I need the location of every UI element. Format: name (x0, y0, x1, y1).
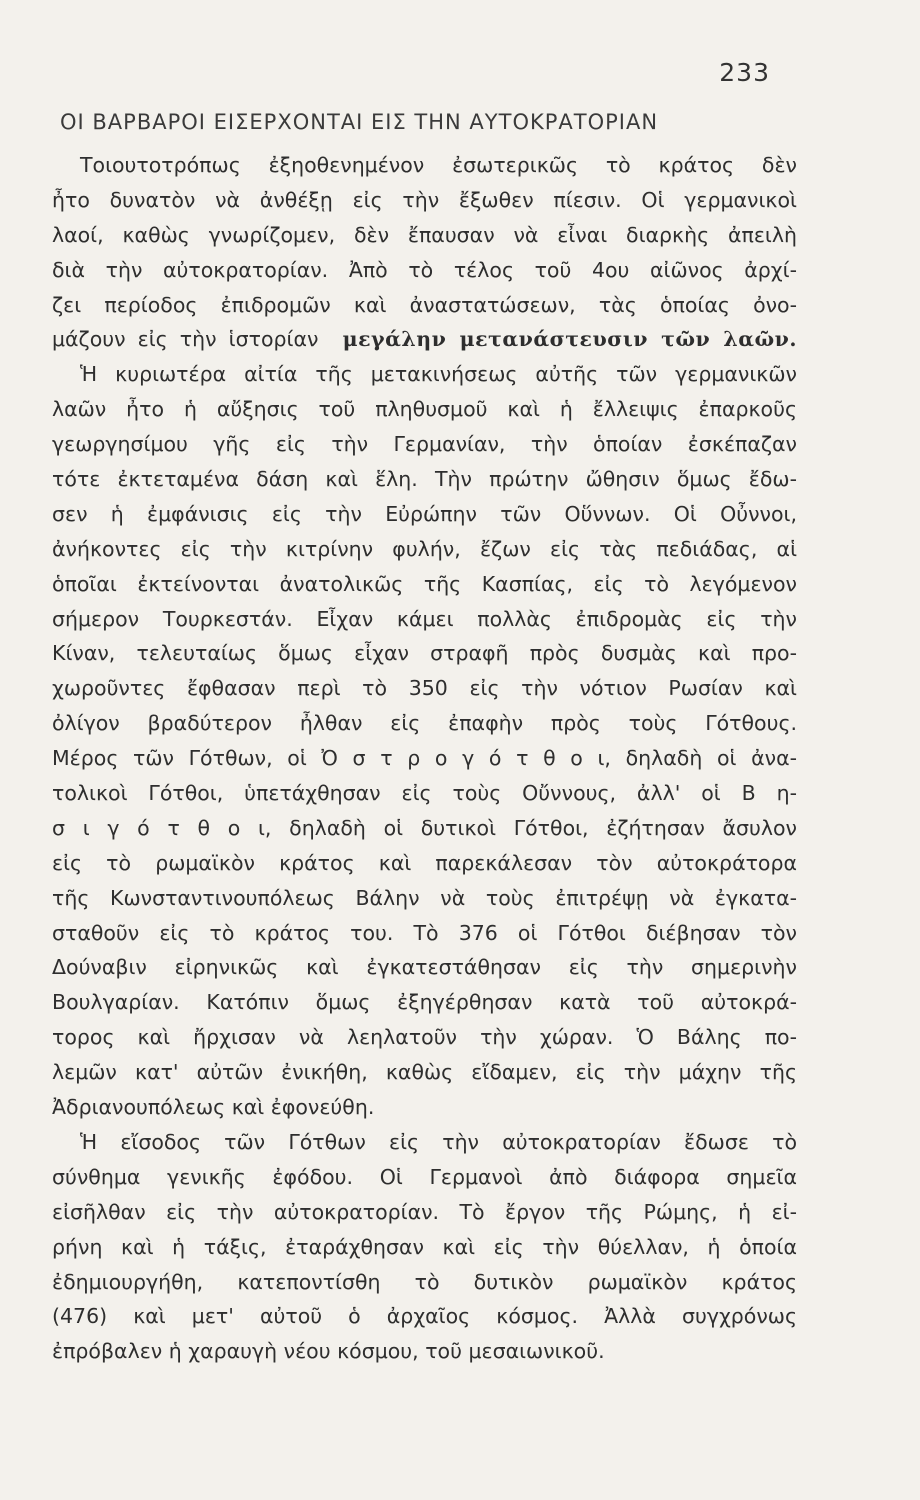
text-line: Βουλγαρίαν. Κατόπιν ὅμως ἐξηγέρθησαν κατὰ τοῦ αὐτοκρά- (52, 990, 797, 1015)
text-line: λαῶν ἦτο ἡ αὔξησις τοῦ πληθυσμοῦ καὶ ἡ ἔλλειψις ἐπαρκοῦς (52, 397, 797, 422)
text-line: ἀνήκοντες εἰς τὴν κιτρίνην φυλήν, ἔζων εἰς τὰς πεδιάδας, αἱ (52, 536, 797, 561)
text-line-start: μάζουν εἰς τὴν ἱστορίαν (52, 327, 319, 352)
text-line: ὁποῖαι ἐκτείνονται ἀνατολικῶς τῆς Κασπίας, εἰς τὸ λεγόμενον (52, 571, 797, 596)
text-line: σ ι γ ό τ θ ο ι, δηλαδὴ οἱ δυτικοὶ Γότθοι, ἐζήτησαν ἄσυλον (52, 815, 797, 840)
text-line: τορος καὶ ἤρχισαν νὰ λεηλατοῦν τὴν χώραν. Ὁ Βάλης πο- (52, 1025, 797, 1050)
page-number: 233 (719, 58, 770, 87)
text-line: ὀλίγον βραδύτερον ἦλθαν εἰς ἐπαφὴν πρὸς τοὺς Γότθους. (52, 711, 797, 736)
text-line: σταθοῦν εἰς τὸ κράτος του. Τὸ 376 οἱ Γότθοι διέβησαν τὸν (52, 920, 797, 945)
text-line: γεωργησίμου γῆς εἰς τὴν Γερμανίαν, τὴν ὁποίαν ἐσκέπαζαν (52, 432, 797, 457)
text-line: Κίναν, τελευταίως ὅμως εἶχαν στραφῆ πρὸς δυσμὰς καὶ προ- (52, 641, 797, 666)
text-line (52, 322, 797, 357)
text-line: σύνθημα γενικῆς ἐφόδου. Οἱ Γερμανοὶ ἀπὸ διάφορα σημεῖα (52, 1164, 797, 1189)
text-line: διὰ τὴν αὐτοκρατορίαν. Ἀπὸ τὸ τέλος τοῦ 4ου αἰῶνος ἀρχί- (52, 257, 797, 282)
text-line: εἰς τὸ ρωμαϊκὸν κράτος καὶ παρεκάλεσαν τὸν αὐτοκράτορα (52, 850, 797, 875)
text-line: Ἀδριανουπόλεως καὶ ἐφονεύθη. (52, 1095, 375, 1120)
text-line: (476) καὶ μετ' αὐτοῦ ὁ ἀρχαῖος κόσμος. Ἀλλὰ συγχρόνως (52, 1304, 797, 1329)
text-line: Ἡ κυριωτέρα αἰτία τῆς μετακινήσεως αὐτῆς τῶν γερμανικῶν (80, 362, 797, 387)
text-line: σήμερον Τουρκεστάν. Εἶχαν κάμει πολλὰς ἐπιδρομὰς εἰς τὴν (52, 606, 797, 631)
text-line: Τοιουτοτρόπως ἐξηοθενημένον ἐσωτερικῶς τὸ κράτος δὲν (80, 153, 797, 177)
text-line: Μέρος τῶν Γότθων, οἱ Ὀ σ τ ρ ο γ ό τ θ ο ι, δηλαδὴ οἱ ἀνα- (52, 746, 797, 771)
text-line: τολικοὶ Γότθοι, ὑπετάχθησαν εἰς τοὺς Οὔννους, ἀλλ' οἱ Β η- (52, 781, 797, 806)
text-line: λεμῶν κατ' αὐτῶν ἐνικήθη, καθὼς εἴδαμεν, εἰς τὴν μάχην τῆς (52, 1060, 797, 1085)
text-line: ἦτο δυνατὸν νὰ ἀνθέξῃ εἰς τὴν ἔξωθεν πίεσιν. Οἱ γερμανικοὶ (52, 187, 797, 212)
text-line: Δούναβιν εἰρηνικῶς καὶ ἐγκατεστάθησαν εἰς τὴν σημερινὴν (52, 955, 797, 980)
text-line: ἐπρόβαλεν ἡ χαραυγὴ νέου κόσμου, τοῦ μεσαιωνικοῦ. (52, 1339, 605, 1364)
text-line: εἰσῆλθαν εἰς τὴν αὐτοκρατορίαν. Τὸ ἔργον τῆς Ρώμης, ἡ εἰ- (52, 1199, 797, 1224)
emphasized-phrase: μεγάλην μετανάστευσιν τῶν λαῶν. (342, 327, 797, 352)
running-header: ΟΙ ΒΑΡΒΑΡΟΙ ΕΙΣΕΡΧΟΝΤΑΙ ΕΙΣ ΤΗΝ ΑΥΤΟΚΡΑΤΟΡΙΑΝ (60, 110, 659, 134)
text-line: τῆς Κωνσταντινουπόλεως Βάλην νὰ τοὺς ἐπιτρέψῃ νὰ ἐγκατα- (52, 885, 797, 910)
text-line: ζει περίοδος ἐπιδρομῶν καὶ ἀναστατώσεων, τὰς ὁποίας ὀνο- (52, 292, 797, 317)
body-text (52, 148, 797, 1369)
text-line: λαοί, καθὼς γνωρίζομεν, δὲν ἔπαυσαν νὰ εἶναι διαρκὴς ἀπειλὴ (52, 222, 797, 247)
text-line: ρήνη καὶ ἡ τάξις, ἐταράχθησαν καὶ εἰς τὴν θύελλαν, ἡ ὁποία (52, 1234, 797, 1259)
text-line: Ἡ εἴσοδος τῶν Γότθων εἰς τὴν αὐτοκρατορίαν ἔδωσε τὸ (80, 1129, 797, 1154)
text-line: σεν ἡ ἐμφάνισις εἰς τὴν Εὐρώπην τῶν Οὕννων. Οἱ Οὖννοι, (52, 501, 797, 526)
text-line: χωροῦντες ἔφθασαν περὶ τὸ 350 εἰς τὴν νότιον Ρωσίαν καὶ (52, 676, 797, 701)
text-line: ἐδημιουργήθη, κατεποντίσθη τὸ δυτικὸν ρωμαϊκὸν κράτος (52, 1269, 797, 1294)
text-line: τότε ἐκτεταμένα δάση καὶ ἕλη. Τὴν πρώτην ὤθησιν ὅμως ἔδω- (52, 467, 797, 492)
